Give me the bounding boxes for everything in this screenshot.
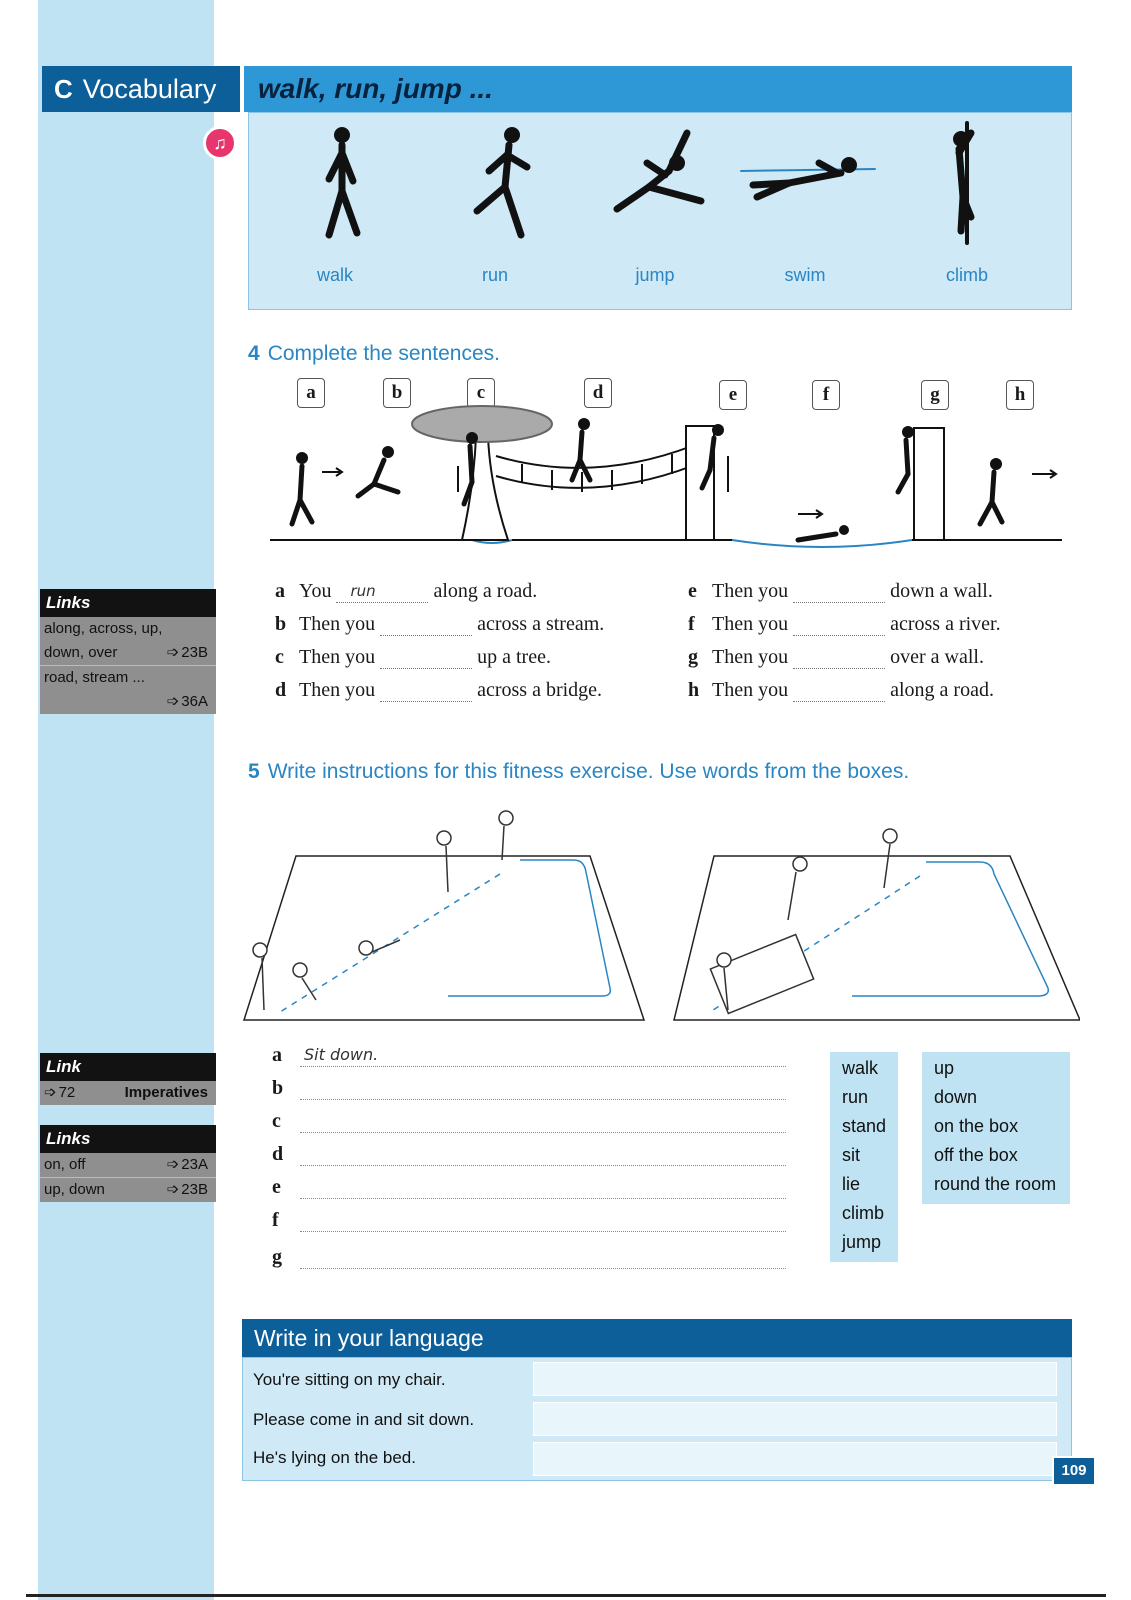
translation-sentence-3: He's lying on the bed. [253, 1448, 416, 1467]
verbs-word-box [830, 1052, 898, 1262]
preposition-word: up [934, 1058, 955, 1078]
sentence-end: along a road. [433, 580, 538, 602]
vocab-label-jump: jump [635, 265, 675, 285]
line-letter: f [272, 1209, 279, 1231]
answer-blank[interactable] [793, 617, 885, 636]
sentence-end: across a bridge. [477, 679, 603, 701]
sentence-letter: h [688, 679, 700, 701]
handwritten-answer: run [350, 582, 376, 600]
sentence-letter: g [688, 646, 698, 668]
preposition-word: round the room [934, 1174, 1057, 1194]
line-letter: c [272, 1110, 281, 1132]
write-line-c [272, 1110, 786, 1133]
sentence-start: Then you [712, 613, 789, 635]
vocab-picture-strip [248, 112, 1072, 310]
page-number: 109 [1052, 1456, 1096, 1486]
links-title: Links [40, 1125, 216, 1153]
verb-word: climb [842, 1203, 885, 1223]
verb-word: stand [842, 1116, 887, 1136]
obstacle-course-illustration [262, 396, 1072, 566]
link-ref: ➩ 72 [44, 1083, 75, 1103]
write-line-e [272, 1176, 786, 1199]
link-row[interactable] [40, 1177, 216, 1202]
scene-label-d: d [584, 378, 612, 408]
answer-line[interactable] [300, 1077, 786, 1100]
exercise-5-instruction: Write instructions for this fitness exercise. Use words from the boxes. [267, 760, 910, 783]
preposition-word: off the box [934, 1145, 1018, 1165]
verb-word: lie [842, 1174, 861, 1194]
link-ref: ➩ 23B [167, 643, 208, 663]
audio-headphones-icon[interactable]: ♫ [203, 126, 237, 160]
preposition-word: down [934, 1087, 978, 1107]
exercise-4-title [248, 342, 500, 366]
sentence-end: along a road. [890, 679, 994, 701]
sentence-end: across a stream. [477, 613, 605, 635]
answer-blank[interactable] [380, 650, 472, 669]
sentence-start: Then you [712, 646, 789, 668]
handwritten-answer: Sit down. [304, 1045, 379, 1064]
link-ref: ➩ 23B [167, 1180, 208, 1200]
exercise-4-right-column [688, 580, 1001, 712]
vocab-label-climb: climb [945, 265, 988, 285]
translation-sentence-2: Please come in and sit down. [253, 1410, 475, 1429]
link-text: on, off [44, 1156, 86, 1173]
link-row[interactable] [40, 690, 216, 714]
line-letter: g [272, 1246, 282, 1268]
links-title: Links [40, 589, 216, 617]
line-letter: e [272, 1176, 281, 1198]
answer-line[interactable] [300, 1176, 786, 1199]
answer-blank[interactable] [380, 683, 472, 702]
write-line-a [272, 1044, 786, 1067]
scene-label-h: h [1006, 380, 1034, 410]
link-row[interactable] [40, 641, 216, 665]
sentence-start: Then you [712, 580, 789, 602]
link-ref: ➩ 36A [167, 692, 208, 712]
answer-line[interactable] [300, 1110, 786, 1133]
answer-line[interactable] [300, 1143, 786, 1166]
answer-blank[interactable] [793, 683, 885, 702]
exercise-4-number: 4 [248, 342, 260, 365]
scene-label-a: a [297, 378, 325, 408]
answer-line[interactable] [300, 1246, 786, 1269]
sentence-letter: c [275, 646, 284, 668]
write-in-your-language-panel [242, 1357, 1072, 1481]
exercise-5-number: 5 [248, 760, 260, 783]
translation-field-3[interactable] [533, 1442, 1057, 1476]
write-line-f [272, 1209, 786, 1232]
link-row[interactable] [40, 665, 216, 690]
translation-field-2[interactable] [533, 1402, 1057, 1436]
run-figure-icon [504, 127, 520, 143]
sentence-end: down a wall. [890, 580, 993, 602]
sentence-letter: f [688, 613, 695, 635]
link-text: up, down [44, 1181, 105, 1198]
vocab-figures-illustration [249, 113, 1073, 263]
verb-word: walk [842, 1058, 879, 1078]
sentence-g [688, 646, 1001, 679]
scene-label-e: e [719, 380, 747, 410]
exercise-5-title [248, 760, 909, 784]
section-topic: walk, run, jump ... [244, 66, 1072, 112]
sentence-a [275, 580, 604, 613]
verb-word: run [842, 1087, 869, 1107]
answer-blank[interactable] [380, 617, 472, 636]
page-sidebar [38, 0, 214, 1600]
line-letter: b [272, 1077, 284, 1099]
sentence-c [275, 646, 604, 679]
sentence-b [275, 613, 604, 646]
vocab-label-run: run [481, 265, 508, 285]
write-line-d [272, 1143, 786, 1166]
bottom-rule [26, 1594, 1106, 1597]
link-row[interactable] [40, 1081, 216, 1105]
answer-blank[interactable] [793, 584, 885, 603]
link-row[interactable] [40, 1153, 216, 1177]
sentence-d [275, 679, 604, 712]
link-box-imperatives [40, 1053, 216, 1105]
line-letter: a [272, 1044, 282, 1066]
link-row[interactable] [40, 617, 216, 641]
link-text: down, over [44, 644, 118, 661]
write-line-b [272, 1077, 786, 1100]
section-header [42, 66, 240, 112]
sentence-start: Then you [299, 679, 376, 701]
answer-blank[interactable] [793, 650, 885, 669]
sentence-letter: d [275, 679, 287, 701]
section-letter: C [54, 74, 73, 104]
translation-sentence-1: You're sitting on my chair. [253, 1370, 446, 1389]
fitness-exercise-illustration [240, 800, 1080, 1026]
exercise-4-left-column [275, 580, 604, 712]
write-in-your-language-title: Write in your language [242, 1319, 1072, 1357]
sentence-f [688, 613, 1001, 646]
sentence-e [688, 580, 1001, 613]
sentence-letter: b [275, 613, 287, 635]
scene-label-b: b [383, 378, 411, 408]
sentence-letter: a [275, 580, 285, 602]
scene-label-f: f [812, 380, 840, 410]
sentence-letter: e [688, 580, 697, 602]
walk-figure-icon [334, 127, 350, 143]
links-body [40, 1153, 216, 1202]
scene-label-c: c [467, 378, 495, 408]
link-body [40, 1081, 216, 1105]
write-line-g [272, 1246, 786, 1269]
sentence-end: over a wall. [890, 646, 984, 668]
sentence-end: across a river. [890, 613, 1001, 635]
preposition-word: on the box [934, 1116, 1019, 1136]
section-name: Vocabulary [82, 74, 217, 104]
scene-label-g: g [921, 380, 949, 410]
sentence-start: You [299, 580, 332, 602]
links-body [40, 617, 216, 714]
sentence-start: Then you [299, 613, 376, 635]
link-text: road, stream ... [44, 669, 145, 686]
answer-line[interactable] [300, 1209, 786, 1232]
verb-word: jump [842, 1232, 882, 1252]
translation-field-1[interactable] [533, 1362, 1057, 1396]
links-box-on-off [40, 1125, 216, 1202]
link-text: Imperatives [124, 1084, 208, 1101]
sentence-end: up a tree. [477, 646, 551, 668]
link-text: along, across, up, [44, 620, 163, 637]
link-title: Link [40, 1053, 216, 1081]
exercise-4-instruction: Complete the sentences. [267, 342, 500, 365]
answer-line[interactable] [300, 1044, 786, 1067]
vocab-label-swim: swim [784, 265, 826, 285]
sentence-h [688, 679, 1001, 712]
verb-word: sit [842, 1145, 860, 1165]
vocab-label-walk: walk [316, 265, 353, 285]
link-ref: ➩ 23A [167, 1155, 208, 1175]
sentence-start: Then you [299, 646, 376, 668]
answer-blank[interactable] [336, 584, 428, 603]
prepositions-word-box [922, 1052, 1070, 1204]
links-box-prepositions [40, 589, 216, 714]
line-letter: d [272, 1143, 284, 1165]
sentence-start: Then you [712, 679, 789, 701]
